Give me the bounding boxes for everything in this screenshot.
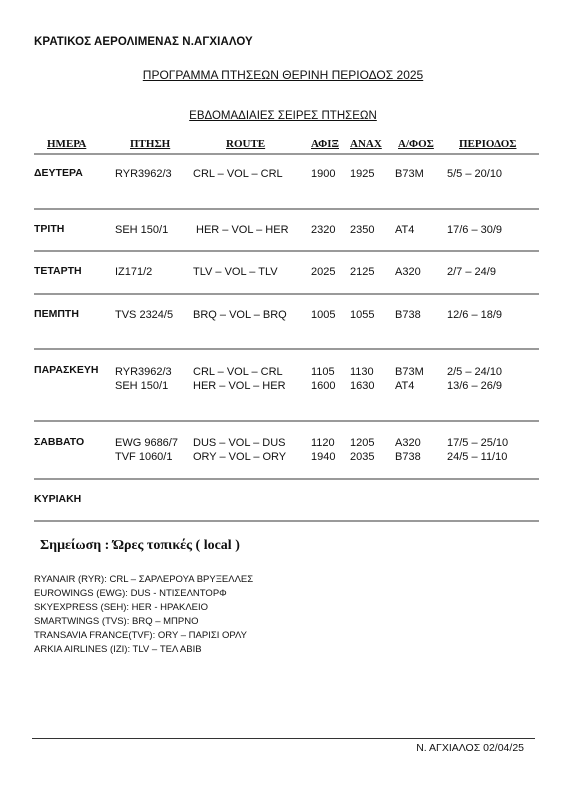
legend-item: TRANSAVIA FRANCE(TVF): ORY – ΠΑΡΙΣΙ ΟΡΛΥ (34, 630, 247, 641)
arrival-time: 1900 (311, 168, 336, 180)
flight-number: TVS 2324/5 (115, 309, 174, 321)
column-header-flight: ΠΤΗΣΗ (130, 138, 171, 150)
airport-authority-heading: ΚΡΑΤΙΚΟΣ ΑΕΡΟΛΙΜΕΝΑΣ Ν.ΑΓΧΙΑΛΟΥ (34, 36, 253, 48)
period: 5/5 – 20/10 (447, 168, 503, 180)
route: BRQ – VOL – BRQ (193, 309, 287, 321)
flight-number: SEH 150/1 (115, 224, 169, 236)
page-subtitle: ΕΒΔΟΜΑΔΙΑΙΕΣ ΣΕΙΡΕΣ ΠΤΗΣΕΩΝ (189, 110, 377, 122)
departure-time: 1130 (350, 366, 374, 378)
day-label: ΠΕΜΠΤΗ (34, 308, 79, 320)
column-header-departure: ΑΝΑΧ (350, 138, 382, 150)
flight-number: SEH 150/1 (115, 380, 169, 392)
aircraft-type: AT4 (395, 224, 415, 236)
aircraft-type: B73M (395, 366, 424, 378)
period: 2/7 – 24/9 (447, 266, 496, 278)
period: 2/5 – 24/10 (447, 366, 503, 378)
aircraft-type: B73M (395, 168, 424, 180)
legend-item: EUROWINGS (EWG): DUS - ΝΤΙΣΕΛΝΤΟΡΦ (34, 588, 227, 599)
legend-item: RYANAIR (RYR): CRL – ΣΑΡΛΕΡΟΥΑ ΒΡΥΞΕΛΛΕΣ (34, 574, 254, 585)
arrival-time: 1005 (311, 309, 336, 321)
aircraft-type: A320 (395, 437, 421, 449)
arrival-time: 1600 (311, 380, 336, 392)
departure-time: 2035 (350, 451, 375, 463)
route: DUS – VOL – DUS (193, 437, 286, 449)
legend-item: SKYEXPRESS (SEH): HER - ΗΡΑΚΛΕΙΟ (34, 602, 209, 613)
departure-time: 1925 (350, 168, 375, 180)
footer-divider (32, 738, 535, 739)
arrival-time: 1940 (311, 451, 336, 463)
departure-time: 2350 (350, 224, 375, 236)
departure-time: 1630 (350, 380, 375, 392)
flight-number: RYR3962/3 (115, 168, 172, 180)
arrival-time: 2025 (311, 266, 336, 278)
arrival-time: 1105 (311, 366, 335, 378)
route: CRL – VOL – CRL (193, 168, 283, 180)
header-divider (34, 153, 539, 155)
row-divider (34, 420, 539, 422)
flight-number: TVF 1060/1 (115, 451, 173, 463)
period: 24/5 – 11/10 (447, 451, 508, 463)
period: 17/6 – 30/9 (447, 224, 503, 236)
footer-place-date: Ν. ΑΓΧΙΑΛΟΣ 02/04/25 (416, 742, 524, 754)
row-divider (34, 208, 539, 210)
departure-time: 1205 (350, 437, 375, 449)
day-label: ΣΑΒΒΑΤΟ (34, 436, 85, 448)
row-divider (34, 250, 539, 252)
period: 12/6 – 18/9 (447, 309, 503, 321)
arrival-time: 1120 (311, 437, 335, 449)
route: HER – VOL – HER (193, 380, 286, 392)
row-divider (34, 520, 539, 522)
arrival-time: 2320 (311, 224, 336, 236)
day-label: ΤΕΤΑΡΤΗ (34, 265, 82, 277)
legend-item: SMARTWINGS (TVS): BRQ – ΜΠΡΝΟ (34, 616, 199, 627)
flight-number: IZ171/2 (115, 266, 153, 278)
route: ORY – VOL – ORY (193, 451, 287, 463)
legend-item: ARKIA AIRLINES (IZI): TLV – ΤΕΛ ΑΒΙΒ (34, 644, 202, 655)
column-header-day: ΗΜΕΡΑ (47, 138, 87, 150)
day-label: ΤΡΙΤΗ (34, 223, 65, 235)
period: 13/6 – 26/9 (447, 380, 503, 392)
column-header-period: ΠΕΡΙΟΔΟΣ (459, 138, 517, 150)
column-header-aircraft: Α/ΦΟΣ (398, 138, 434, 150)
aircraft-type: B738 (395, 451, 421, 463)
row-divider (34, 293, 539, 295)
column-header-route: ROUTE (226, 138, 266, 150)
flight-number: EWG 9686/7 (115, 437, 178, 449)
aircraft-type: AT4 (395, 380, 415, 392)
local-time-note: Σημείωση : Ώρες τοπικές ( local ) (40, 538, 240, 553)
route: TLV – VOL – TLV (193, 266, 278, 278)
day-label: ΚΥΡΙΑΚΗ (34, 493, 82, 505)
departure-time: 2125 (350, 266, 375, 278)
route: HER – VOL – HER (196, 224, 289, 236)
route: CRL – VOL – CRL (193, 366, 283, 378)
aircraft-type: B738 (395, 309, 421, 321)
aircraft-type: A320 (395, 266, 421, 278)
flight-number: RYR3962/3 (115, 366, 172, 378)
column-header-arrival: ΑΦΙΞ (311, 138, 339, 150)
row-divider (34, 478, 539, 480)
row-divider (34, 348, 539, 350)
period: 17/5 – 25/10 (447, 437, 509, 449)
page-title: ΠΡΟΓΡΑΜΜΑ ΠΤΗΣΕΩΝ ΘΕΡΙΝΗ ΠΕΡΙΟΔΟΣ 2025 (142, 68, 424, 82)
day-label: ΔΕΥΤΕΡΑ (34, 167, 83, 179)
departure-time: 1055 (350, 309, 375, 321)
day-label: ΠΑΡΑΣΚΕΥΗ (34, 364, 99, 376)
